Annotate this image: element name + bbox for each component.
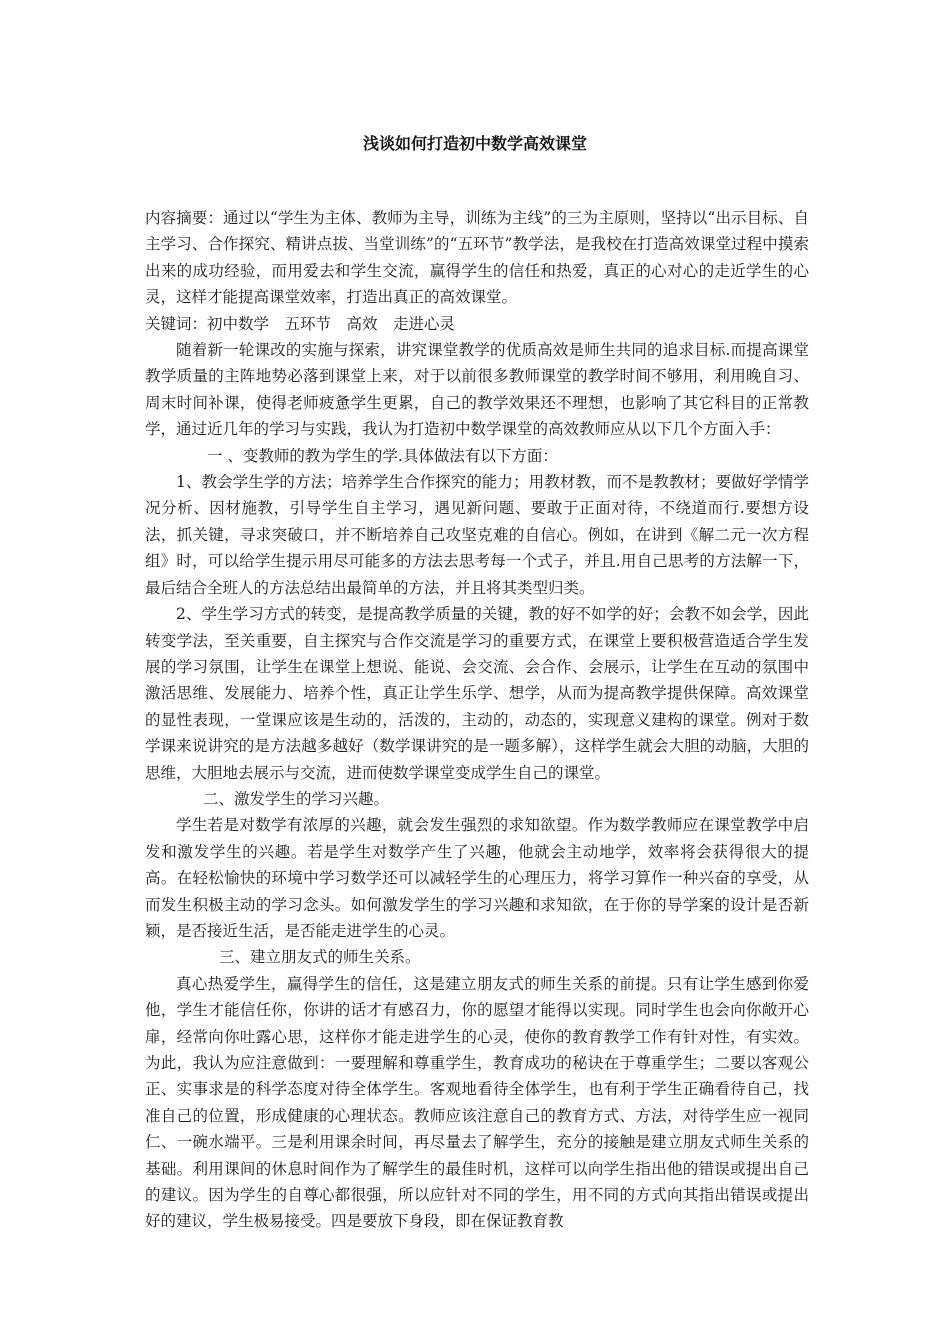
section-heading-2: 二、激发学生的学习兴趣。 [203,789,390,808]
section-3-paragraph: 真心热爱学生，赢得学生的信任，这是建立朋友式的师生关系的前提。只有让学生感到你爱他，学生才能信任你，你讲的话才有感召力，你的愿望才能得以实现。同时学生也会向你敞开心扉，经常向你吐露心思，这样你才能走进学生的心灵，使你的教育教学工作有针对性，有实效。为此，我认为应注意做到：一要理解和尊重学生，教育成功的秘诀在于尊重学生；二要以客观公正、实事求是的科学态度对待全体学生。客观地看待全体学生，也有利于学生正确看待自己，找准自己的位置，形成健康的心理状态。教师应该注意自己的教育方式、方法，对待学生应一视同仁、一碗水端平。三是利用课余时间，再尽量去了解学生，充分的接触是建立朋友式师生关系的基础。利用课间的休息时间作为了解学生的最佳时机，这样可以向学生指出他的错误或提出自己的建议。因为学生的自尊心都很强，所以应针对不同的学生，用不同的方式向其指出错误或提出好的建议，学生极易接受。四是要放下身段，即在保证教育教 [145,974,809,1231]
section-heading-1: 一 、变教师的教为学生的学.具体做法有以下方面： [207,446,558,465]
abstract-paragraph: 内容摘要：通过以“学生为主体、教师为主导，训练为主线”的三为主原则，坚持以“出示目标、自主学习、合作探究、精讲点拔、当堂训练”的“五环节”教学法，是我校在打造高效课堂过程中摸索出来的成功经验，而用爱去和学生交流，赢得学生的信任和热爱，真正的心对心的走近学生的心灵，这样才能提高课堂效率，打造出真正的高效课堂。 [145,209,809,307]
document-title: 浅谈如何打造初中数学高效课堂 [362,134,587,153]
section-2-paragraph: 学生若是对数学有浓厚的兴趣，就会发生强烈的求知欲望。作为数学教师应在课堂教学中启发和激发学生的兴趣。若是学生对数学产生了兴趣，他就会主动地学，效率将会获得很大的提高。在轻松愉快的环境中学习数学还可以减轻学生的心理压力，将学习算作一种兴奋的享受，从而发生积极主动的学习念头。如何激发学生的学习兴趣和求知欲，在于你的导学案的设计是否新颖，是否接近生活，是否能走进学生的心灵。 [145,816,809,940]
keywords-line: 关键词：初中数学 五环节 高效 走进心灵 [145,314,456,333]
intro-paragraph: 随着新一轮课改的实施与探索，讲究课堂教学的优质高效是师生共同的追求目标.而提高课堂教学质量的主阵地势必落到课堂上来，对于以前很多教师课堂的教学时间不够用，利用晚自习、周末时间补课，使得老师疲惫学生更累，自己的教学效果还不理想，也影响了其它科目的正常教学，通过近几年的学习与实践，我认为打造初中数学课堂的高效教师应从以下几个方面入手： [145,341,809,439]
section-heading-3: 三、建立朋友式的师生关系。 [219,948,421,967]
point-1-paragraph: 1、教会学生学的方法；培养学生合作探究的能力；用教材教，而不是教教材；要做好学情学况分析、因材施教，引导学生自主学习，遇见新问题、要敢于正面对待，不绕道而行.要想方设法，抓关键，寻求突破口，并不断培养自己攻坚克难的自信心。例如，在讲到《解二元一次方程组》时，可以给学生提示用尽可能多的方法去思考每一个式子，并且.用自己思考的方法解一下，最后结合全班人的方法总结出最简单的方法，并且将其类型归类。 [145,473,809,597]
document-body [145,205,809,1235]
point-2-paragraph: 2、学生学习方式的转变，是提高教学质量的关键，教的好不如学的好；会教不如会学，因此转变学法，至关重要，自主探究与合作交流是学习的重要方式，在课堂上要积极营造适合学生发展的学习氛围，让学生在课堂上想说、能说、会交流、会合作、会展示，让学生在互动的氛围中激活思维、发展能力、培养个性，真正让学生乐学、想学，从而为提高教学提供保障。高效课堂的显性表现，一堂课应该是生动的，活泼的，主动的，动态的，实现意义建构的课堂。例对于数学课来说讲究的是方法越多越好（数学课讲究的是一题多解），这样学生就会大胆的动脑，大胆的思维，大胆地去展示与交流，进而使数学课堂变成学生自己的课堂。 [145,605,809,782]
